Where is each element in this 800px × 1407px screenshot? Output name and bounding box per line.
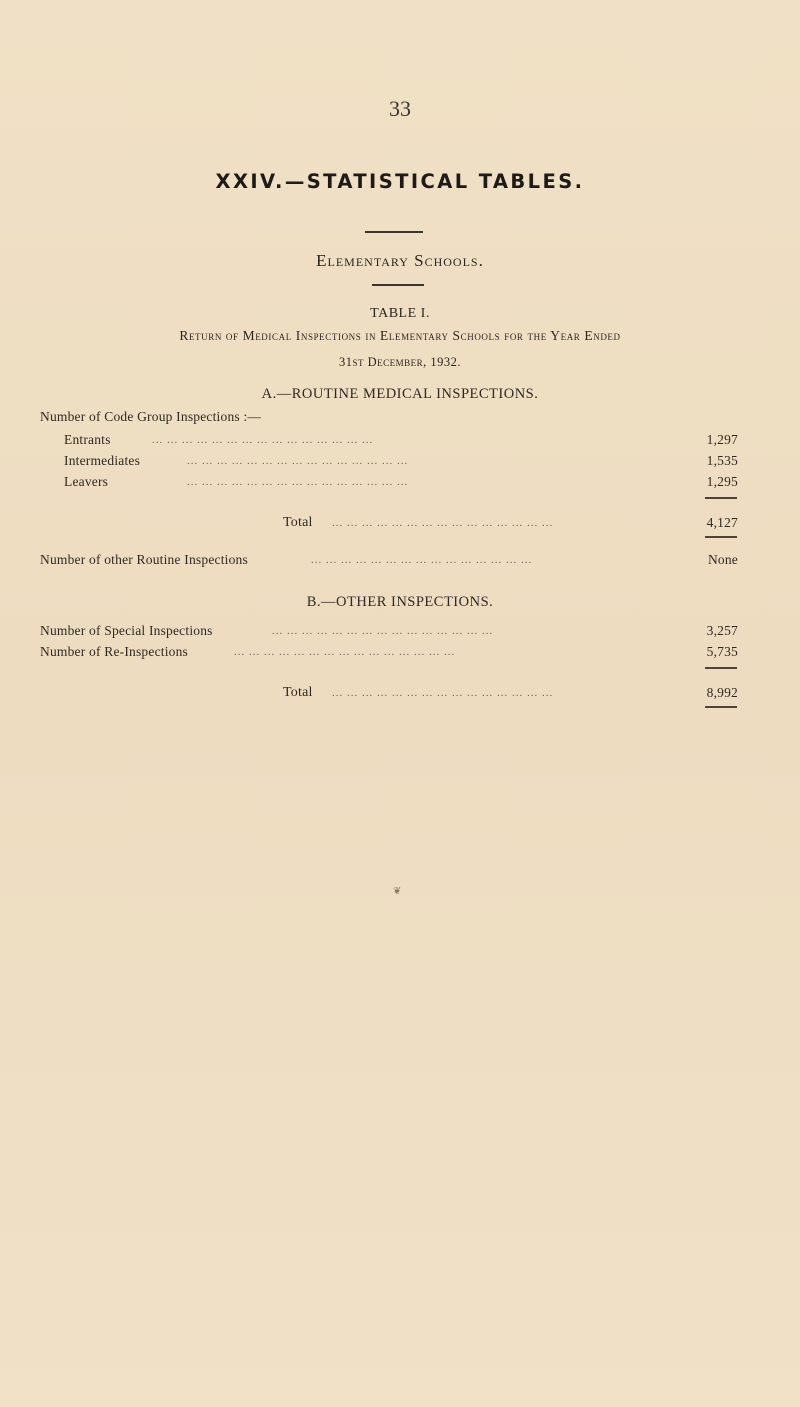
- code-group-label: [0, 409, 800, 427]
- table-row-special: [0, 623, 800, 641]
- row-value: 1,295: [706, 474, 738, 489]
- table-row-total-b: [0, 685, 800, 703]
- dot-leader: ... ... ... ... ... ... ... ... ... ... ... ... ... ... ...: [332, 687, 554, 699]
- row-label: Number of Re-Inspections: [40, 644, 189, 659]
- sum-rule-b: [705, 667, 737, 669]
- table-row-total-a: [0, 515, 800, 533]
- part-b-heading: B.—OTHER INSPECTIONS.: [306, 594, 494, 610]
- dot-leader: ... ... ... ... ... ... ... ... ... ... ... ... ... ... ...: [234, 646, 456, 658]
- dot-leader: ... ... ... ... ... ... ... ... ... ... ... ... ... ... ...: [272, 625, 494, 637]
- row-label: Intermediates: [64, 453, 141, 468]
- row-value: 1,297: [706, 432, 738, 447]
- row-label: Leavers: [64, 474, 109, 489]
- rule-bottom: [372, 284, 424, 286]
- chapter-title: XXIV.—STATISTICAL TABLES.: [215, 170, 585, 193]
- total-value: 4,127: [706, 515, 738, 530]
- dot-leader: ... ... ... ... ... ... ... ... ... ... ... ... ... ... ...: [187, 476, 409, 488]
- sum-rule-a: [705, 497, 737, 499]
- printer-mark-icon: ❦: [393, 886, 402, 897]
- dot-leader: ... ... ... ... ... ... ... ... ... ... ... ... ... ... ...: [332, 517, 554, 529]
- row-label: Entrants: [64, 432, 111, 447]
- row-value: 3,257: [706, 623, 738, 638]
- row-value: 1,535: [706, 453, 738, 468]
- row-value: None: [707, 552, 738, 567]
- dot-leader: ... ... ... ... ... ... ... ... ... ... ... ... ... ... ...: [152, 434, 374, 446]
- table-subtitle-date: 31st December, 1932.: [338, 355, 462, 369]
- table-subtitle: Return of Medical Inspections in Elementary Schools for the Year Ended: [179, 328, 621, 343]
- page-number: 33: [389, 96, 411, 121]
- table-row-leavers: [0, 474, 800, 492]
- section-title: Elementary Schools.: [316, 251, 484, 270]
- sum-rule-a-bottom: [705, 536, 737, 538]
- table-row-intermediates: [0, 453, 800, 471]
- total-value: 8,992: [706, 685, 738, 700]
- code-group-label-text: Number of Code Group Inspections :—: [40, 409, 262, 424]
- total-label: Total: [283, 515, 313, 530]
- table-row-reinspections: [0, 644, 800, 662]
- row-label: Number of other Routine Inspections: [40, 552, 248, 567]
- row-label: Number of Special Inspections: [40, 623, 213, 638]
- row-value: 5,735: [706, 644, 738, 659]
- dot-leader: ... ... ... ... ... ... ... ... ... ... ... ... ... ... ...: [311, 554, 533, 566]
- table-row-entrants: [0, 432, 800, 450]
- sum-rule-b-bottom: [705, 706, 737, 708]
- table-title: TABLE I.: [370, 306, 430, 321]
- rule-top: [365, 231, 423, 233]
- table-row-other-routine: [0, 552, 800, 570]
- part-a-heading: A.—ROUTINE MEDICAL INSPECTIONS.: [261, 386, 539, 402]
- total-label: Total: [283, 685, 313, 700]
- dot-leader: ... ... ... ... ... ... ... ... ... ... ... ... ... ... ...: [187, 455, 409, 467]
